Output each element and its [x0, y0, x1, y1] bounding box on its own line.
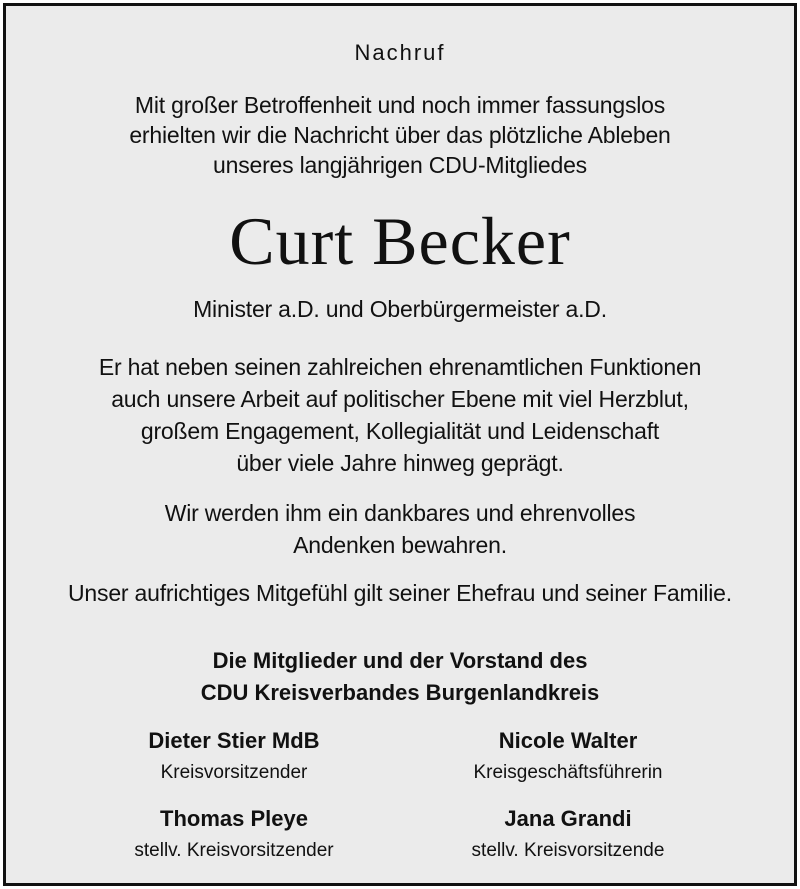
notice-heading: Nachruf — [354, 40, 446, 65]
deceased-titles: Minister a.D. und Oberbürgermeister a.D. — [193, 296, 607, 322]
signatory — [64, 806, 404, 862]
organization-line-2: CDU Kreisverbandes Burgenlandkreis — [200, 680, 600, 705]
signatory-name: Dieter Stier MdB — [148, 728, 320, 753]
tribute-line-4: über viele Jahre hinweg geprägt. — [236, 450, 564, 476]
signatory-role: Kreisvorsitzender — [160, 762, 308, 783]
remembrance-line-1: Wir werden ihm ein dankbares und ehrenvolles — [164, 500, 636, 526]
obituary-notice — [3, 3, 797, 886]
intro-line-3: unseres langjährigen CDU-Mitgliedes — [213, 152, 587, 178]
signatory-role: stellv. Kreisvorsitzender — [134, 840, 334, 861]
tribute-line-1: Er hat neben seinen zahlreichen ehrenamtlichen Funktionen — [98, 354, 702, 380]
condolence-text: Unser aufrichtiges Mitgefühl gilt seiner Ehefrau und seiner Familie. — [68, 580, 732, 606]
tribute-line-3: großem Engagement, Kollegialität und Leidenschaft — [140, 418, 660, 444]
intro-line-2: erhielten wir die Nachricht über das plötzliche Ableben — [129, 122, 671, 148]
signatory — [64, 728, 404, 784]
signatory — [398, 806, 738, 862]
signatory-name: Jana Grandi — [504, 806, 632, 831]
deceased-name: Curt Becker — [229, 203, 571, 279]
organization-line-1: Die Mitglieder und der Vorstand des — [212, 648, 588, 673]
signatory-role: stellv. Kreisvorsitzende — [471, 840, 665, 861]
intro-line-1: Mit großer Betroffenheit und noch immer fassungslos — [134, 92, 666, 118]
remembrance-line-2: Andenken bewahren. — [293, 532, 507, 558]
signatory-name: Thomas Pleye — [160, 806, 308, 831]
signatory-role: Kreisgeschäftsführerin — [473, 762, 663, 783]
signatory-name: Nicole Walter — [498, 728, 638, 753]
tribute-line-2: auch unsere Arbeit auf politischer Ebene mit viel Herzblut, — [111, 386, 689, 412]
signatory — [398, 728, 738, 784]
